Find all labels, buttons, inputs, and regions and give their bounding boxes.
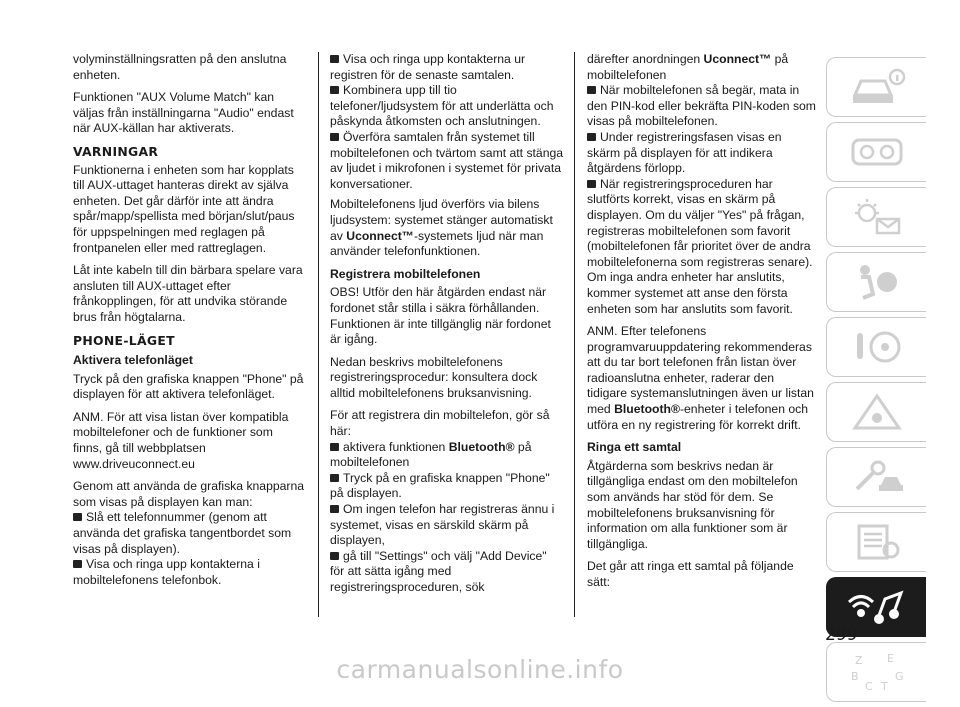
subheading-activate-phone: Aktivera telefonläget (73, 353, 193, 368)
airbag-icon (847, 260, 907, 304)
bullet-marker-icon (587, 180, 596, 188)
index-letter: C (864, 680, 873, 693)
paragraph: volyminställningsratten på den anslutna enheten. (73, 52, 287, 82)
tab-lights-messages[interactable] (826, 187, 926, 247)
bullet-item: Om ingen telefon har registreras ännu i systemet, visas en särskild skärm på displayen, (330, 502, 555, 548)
index-letter: G (894, 670, 904, 683)
bullet-item: gå till "Settings" och välj "Add Device" för att sätta igång med registreringsproceduren, sök (330, 548, 547, 594)
bullet-item: Slå ett telefonnummer (genom att använda det grafiska tangentbordet som visas på displayen). (73, 510, 292, 556)
column-divider (574, 52, 575, 617)
tab-technical-data[interactable] (826, 512, 926, 572)
bullet-item: När mobiltelefonen så begär, mata in den PIN-kod eller bekräfta PIN-koden som visas på mobiltelefonen. (587, 83, 816, 129)
section-heading-phone-mode: PHONE-LÄGET (73, 332, 175, 348)
chapter-tabs (826, 57, 926, 707)
bullet-marker-icon (330, 474, 339, 482)
bullet-item: När registreringsproceduren har slutförts korrekt, visas en skärm på displayen. Om du väljer "Yes" på frågan, registreras mobiltelefonen som favorit (mobiltelefonen får prioritet över de andra mobiltelefonerna som registreras senare). Om inga andra enheter har anslutits, kommer systemet att anse den första enheten som har anslutits som favorit. (587, 176, 813, 316)
index-letter: T (880, 680, 888, 693)
paragraph: Genom att använda de grafiska knapparna som visas på displayen kan man: (73, 479, 305, 509)
paragraph: ANM. För att visa listan över kompatibla mobiltelefoner och de funktioner som finns, gå till webbplatsen www.driveuconnect.eu (73, 409, 289, 471)
bullet-item: Kombinera upp till tio telefoner/ljudsystem för att underlätta och påskynda åtkomsten och anslutningen. (330, 83, 554, 129)
section-heading-warnings: VARNINGAR (73, 143, 159, 159)
bullet-marker-icon (330, 55, 339, 63)
dashboard-icon (847, 130, 907, 174)
paragraph: Tryck på den grafiska knappen "Phone" på displayen för att aktivera telefonläget. (73, 371, 304, 402)
bullet-item: Visa och ringa upp kontakterna ur registren för de senaste samtalen. (330, 52, 526, 82)
tab-maintenance[interactable] (826, 447, 926, 507)
tab-car-info[interactable] (826, 57, 926, 117)
tab-starting-driving[interactable] (826, 317, 926, 377)
watermark: carmanualsonline.info (336, 655, 624, 684)
paragraph: ANM. Efter telefonens programvaruuppdatering rekommenderas att du tar bort telefonen från listan över radioanslutna enheter, raderar den tidigare systemanslutningen även ur listan med Bluetooth®-enheter i telefonen och utföra en ny registrering för korrekt drift. (587, 324, 814, 432)
wrench-car-icon (847, 455, 907, 499)
index-letter: Z (854, 654, 863, 667)
paragraph: Funktionerna i enheten som har kopplats till AUX-uttaget hanteras direkt av själva enheten. Det går därför inte att ändra spår/mapp/spellista med början/slut/paus för uppspelningen med reglagen på frontpanelen eller med rattreglagen. (73, 162, 295, 255)
bullet-item: Visa och ringa upp kontakterna i mobiltelefonens telefonbok. (73, 557, 260, 587)
bullet-marker-icon (587, 86, 596, 94)
tab-emergency[interactable] (826, 382, 926, 442)
paragraph: Mobiltelefonens ljud överförs via bilens ljudsystem: systemet stänger automatiskt av Uconnect™-systemets ljud när man använder telefonfunktionen. (330, 197, 553, 259)
text-column-3 (587, 52, 817, 598)
bullet-marker-icon (73, 560, 82, 568)
bullet-item: Överföra samtalen från systemet till mobiltelefonen och tvärtom samt att stänga av ljudet i mikrofonen i systemet för privata konversationer. (330, 129, 564, 191)
subheading-register-phone: Registrera mobiltelefonen (330, 266, 481, 281)
warning-triangle-icon (847, 390, 907, 434)
subheading-make-call: Ringa ett samtal (587, 440, 682, 455)
car-info-icon (847, 65, 907, 109)
paragraph: Funktionen "AUX Volume Match" kan väljas från inställningarna "Audio" endast när AUX-källan har aktiverats. (73, 90, 294, 136)
light-message-icon (847, 195, 907, 239)
bullet-item: aktivera funktionen Bluetooth® på mobiltelefonen (330, 439, 532, 470)
paragraph: OBS! Utför den här åtgärden endast när fordonet står stilla i säkra förhållanden. Funktionen är inte tillgänglig när fordonet är igång. (330, 285, 551, 347)
technical-data-icon (847, 520, 907, 564)
paragraph: Låt inte kabeln till din bärbara spelare vara ansluten till AUX-uttaget efter frånkopplingen, för att undvika störande brus från högtalarna. (73, 263, 303, 324)
index-letter: B (850, 670, 859, 683)
paragraph: För att registrera din mobiltelefon, gör så här: (330, 408, 550, 439)
bullet-marker-icon (330, 86, 339, 94)
bullet-item: Under registreringsfasen visas en skärm på displayen för att indikera åtgärdens förlopp. (587, 129, 782, 176)
bullet-marker-icon (330, 505, 339, 513)
bullet-marker-icon (587, 133, 596, 141)
bullet-marker-icon (330, 552, 339, 560)
paragraph: därefter anordningen Uconnect™ på mobiltelefonen (587, 52, 789, 82)
bullet-marker-icon (73, 513, 82, 521)
tab-safety[interactable] (826, 252, 926, 312)
paragraph: Det går att ringa ett samtal på följande sätt: (587, 559, 794, 589)
column-divider (318, 52, 319, 617)
paragraph: Åtgärderna som beskrivs nedan är tillgängliga endast om den mobiltelefon som används har stöd för dem. Se mobiltelefonens bruksanvisning för information om alla funktioner som är tillgängliga. (587, 458, 798, 551)
bullet-item: Tryck på en grafiska knappen "Phone" på displayen. (330, 470, 550, 501)
multimedia-icon (847, 585, 907, 629)
text-column-1 (73, 52, 305, 588)
index-letter: E (886, 652, 894, 665)
bullet-marker-icon (330, 443, 339, 451)
text-column-2 (330, 52, 564, 596)
bullet-marker-icon (330, 133, 339, 141)
paragraph: Nedan beskrivs mobiltelefonens registreringsprocedur: konsultera dock alltid mobiltelefonens bruksanvisning. (330, 354, 538, 400)
steering-wheel-icon (847, 325, 907, 369)
tab-dashboard[interactable] (826, 122, 926, 182)
page-number: 299 (825, 625, 858, 645)
